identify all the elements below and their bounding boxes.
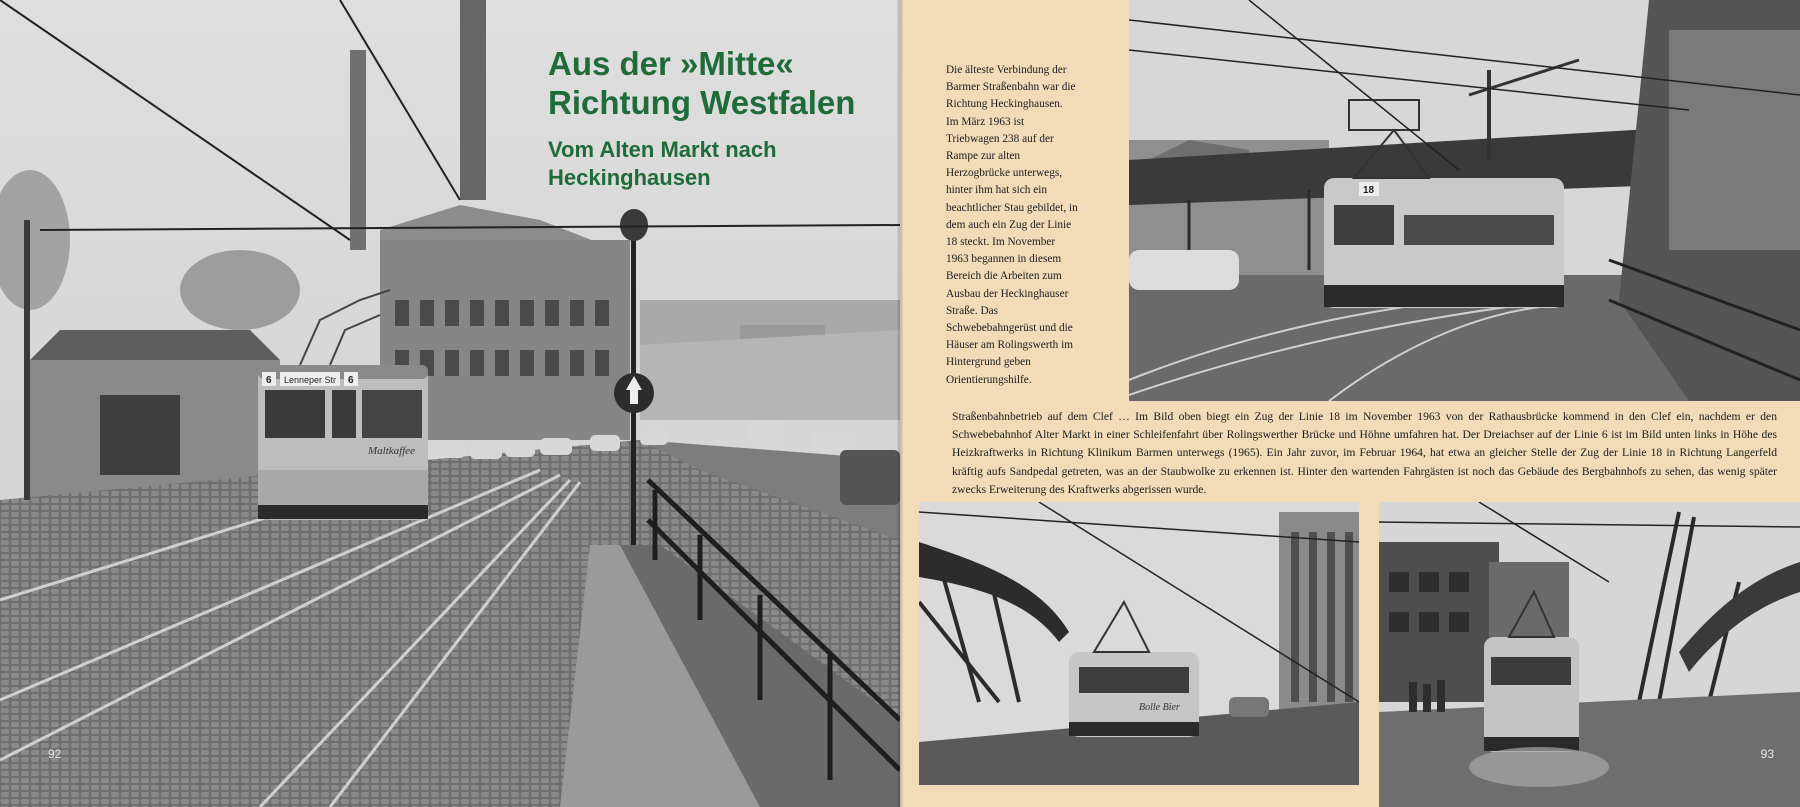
intro-paragraph xyxy=(946,62,1078,389)
tram-advertisement: Maltkaffee xyxy=(368,445,416,457)
photo-tram-line-6-heizkraftwerk-image xyxy=(919,502,1359,785)
photo-clef-tram-line-18 xyxy=(1129,0,1800,401)
right-page xyxy=(900,0,1800,807)
tram-advertisement-bottom-left: Bolle Bier xyxy=(1139,702,1180,713)
chapter-title-line-2: Richtung Westfalen xyxy=(548,84,856,121)
page-number-left: 92 xyxy=(48,747,62,761)
photo-caption: Straßenbahnbetrieb auf dem Clef … Im Bild oben biegt ein Zug der Linie 18 im November 1963 von der Rathausbrücke kommend in den Clef ein, nachdem er den Schwebebahnhof Alter Markt in einer Schleifenfahrt über Rolingswerther Brücke und Höhne umfahren hat. Der Dreiachser auf der Linie 6 ist im Bild unten links in Höhe des Heizkraftwerks in Richtung Klinikum Barmen unterwegs (1965). Ein Jahr zuvor, im Februar 1964, hat etwa an gleicher Stelle der Zug der Linie 18 in Richtung Langerfeld kräftig aufs Sandpedal getreten, was an der Staubwolke zu erkennen ist. Hinter den wartenden Fahrgästen ist noch das Gebäude des Bergbahnhofs zu sehen, das wenig später zwecks Erweiterung des Kraftwerks abgerissen wurde. xyxy=(952,410,1777,496)
book-fold xyxy=(897,0,903,807)
photo-clef-tram-line-18-image xyxy=(1129,0,1800,401)
tram-line-number-left: 6 xyxy=(266,375,272,386)
intro-paragraph-text: Die älteste Verbindung der Barmer Straßenbahn war die Richtung Heckinghausen. Im März 1963 ist Triebwagen 238 auf der Rampe zur alten Herzogbrücke unterwegs, hinter ihm hat sich ein beachtlicher Stau gebildet, in dem auch ein Zug der Linie 18 steckt. Im November 1963 begannen in diesem Bereich die Arbeiten zum Ausbau der Heckinghauser Straße. Das Schwebebahngerüst und die Häuser am Rolingswerth im Hintergrund geben Orientierungshilfe. xyxy=(946,64,1078,386)
photo-tram-line-18-langerfeld xyxy=(1379,502,1800,807)
chapter-subtitle-line-2: Heckinghausen xyxy=(548,165,711,190)
chapter-title-block xyxy=(548,44,888,192)
chapter-subtitle-line-1: Vom Alten Markt nach xyxy=(548,137,777,162)
photo-tram-line-6-heizkraftwerk xyxy=(919,502,1359,785)
tram-line-number-top: 18 xyxy=(1363,185,1375,196)
tram-destination-sign: Lenneper Str xyxy=(284,375,337,385)
page-number-right: 93 xyxy=(1760,747,1774,761)
chapter-title-line-1: Aus der »Mitte« xyxy=(548,45,794,82)
photo-tram-line-18-langerfeld-image xyxy=(1379,502,1800,807)
tram-line-number-right: 6 xyxy=(348,375,354,386)
chapter-title xyxy=(548,44,888,122)
chapter-subtitle xyxy=(548,136,888,192)
